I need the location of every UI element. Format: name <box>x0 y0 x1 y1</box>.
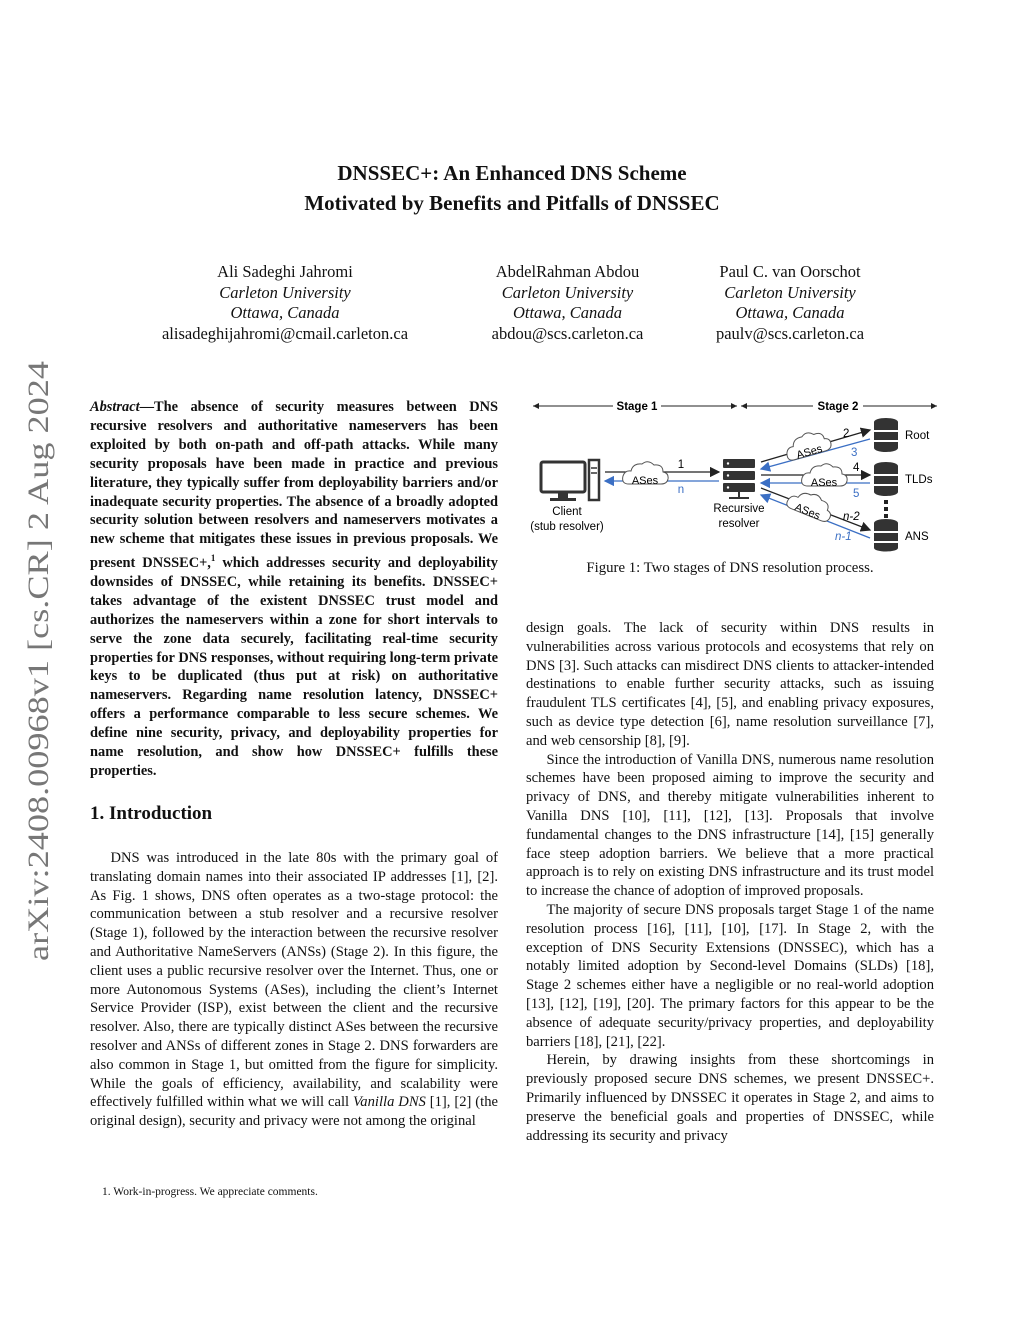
stage-1-bar <box>533 401 737 413</box>
ases-cloud-ans <box>784 486 836 526</box>
stage-2-label: Stage 2 <box>817 401 859 413</box>
recursive-label-2: resolver <box>718 518 760 530</box>
step-3-label: 3 <box>851 447 858 459</box>
root-database-icon <box>874 418 898 452</box>
title-line-1: DNSSEC+: An Enhanced DNS Scheme <box>337 161 687 185</box>
right-column-body <box>526 619 934 1145</box>
recursive-label-1: Recursive <box>713 503 765 515</box>
intro-paragraph-1 <box>90 849 498 1131</box>
abstract <box>90 398 498 781</box>
ans-label: ANS <box>905 531 929 543</box>
right-paragraph-1: design goals. The lack of security within DNS results in vulnerabilities across various protocols and ecosystems that rely on DNS [3]. Such attacks can misdirect DNS clients to attacker-intended destinations to enable further security attacks, such as issuing fraudulent TLS certificates [4], [5], and enabling privacy exposures, such as device type detection [6], name resolution surveillance [7], and web censorship [8], [9]. <box>526 620 934 749</box>
tlds-label: TLDs <box>905 474 933 486</box>
recursive-resolver-server-icon <box>723 459 755 498</box>
step-1-label: 1 <box>677 459 685 471</box>
stage-1-label: Stage 1 <box>616 401 658 413</box>
tld-database-icon <box>874 462 898 496</box>
footnote: 1. Work-in-progress. We appreciate comments. <box>102 1186 318 1198</box>
client-computer-icon <box>541 460 599 501</box>
right-paragraph-4: Herein, by drawing insights from these shortcomings in previously proposed secure DNS schemes, we present DNSSEC+. Primarily influenced by DNSSEC it operates in Stage 2, and aims to preserve the beneficial goals and properties of DNSSEC, while addressing its security and privacy <box>526 1052 934 1144</box>
stage-2-bar <box>741 401 937 413</box>
abstract-text-b: which addresses security and deployability downsides of DNSSEC, while retaining its benefits. DNSSEC+ takes advantage of the existent DNSSEC trust model and authorizes the nameservers within a zone for short intervals to serve the zone data securely, facilitating real-time security properties for DNS responses, without requiring long-term private keys to be duplicated (thus put at risk) on authoritative nameservers. Regarding name resolution latency, DNSSEC+ offers a performance comparable to less secure schemes. We define nine security, privacy, and deployability properties for name resolution, and show how DNSSEC+ fulfills these properties. <box>90 555 498 780</box>
root-label: Root <box>905 430 930 442</box>
arxiv-stamp-text: arXiv:2408.00968v1 [cs.CR] 2 Aug 2024 <box>22 464 55 961</box>
ases-cloud-root <box>783 427 834 464</box>
stub-resolver-label: (stub resolver) <box>530 521 604 533</box>
author-email[interactable]: abdou@scs.carleton.ca <box>491 323 644 343</box>
section-heading-introduction: 1. Introduction <box>90 803 213 824</box>
title-line-2: Motivated by Benefits and Pitfalls of DNSSEC <box>304 191 720 215</box>
paper-title <box>0 158 1024 218</box>
ases-label: ASes <box>810 477 838 489</box>
ases-label: ASes <box>795 442 824 462</box>
intro-body <box>90 849 498 1131</box>
right-paragraph-2: Since the introduction of Vanilla DNS, numerous name resolution schemes have been proposed aiming to improve the security and privacy of DNS, and thereby mitigate vulnerabilities inherent to Vanilla DNS [10], [11], [12], [13]. Proposals that involve fundamental changes to the DNS infrastructure [14], [15] generally face steep adoption barriers. We believe that a more practical approach is to rely on existing DNS infrastructure and its trust model to increase the chance of adoption of improved proposals. <box>526 751 934 900</box>
abstract-label: Abstract <box>90 399 140 415</box>
arxiv-side-stamp <box>10 356 60 966</box>
ases-cloud-tld <box>802 464 848 489</box>
abstract-text-a: —The absence of security measures between DNS recursive resolvers and authoritative nameservers has been exploited by both on-path and off-path attacks. While many security proposals have been made in practice and previous literature, they typically suffer from deployability barriers and/or inadequate security properties. The absence of a broadly adopted security solution between resolvers and nameservers motivates a new scheme that mitigates these issues in previous proposals. We present DNSSEC+, <box>90 399 498 572</box>
step-n-1-label: n-1 <box>835 531 852 543</box>
step-n-label: n <box>677 484 685 496</box>
author-block-3 <box>690 262 890 344</box>
author-affiliation: Carleton University <box>724 282 856 302</box>
author-block-2 <box>470 262 665 344</box>
intro-emphasis: Vanilla DNS <box>353 1094 426 1111</box>
figure-1 <box>525 392 940 552</box>
author-block-1 <box>140 262 430 344</box>
ans-database-icon <box>874 519 898 552</box>
step-n-2-label: n-2 <box>843 511 860 523</box>
client-label: Client <box>552 506 582 518</box>
intro-text-b: [1], [2] (the original design), security and privacy were not among the original <box>90 1094 498 1130</box>
author-location: Ottawa, Canada <box>230 303 340 322</box>
author-name: AbdelRahman Abdou <box>495 262 640 281</box>
author-location: Ottawa, Canada <box>735 303 845 322</box>
footnote-mark[interactable]: 1 <box>210 553 216 564</box>
author-affiliation: Carleton University <box>219 282 351 302</box>
ases-label: ASes <box>792 501 822 523</box>
author-affiliation: Carleton University <box>501 282 634 302</box>
step-5-label: 5 <box>853 488 860 500</box>
step-4-label: 4 <box>853 462 860 474</box>
right-paragraph-3: The majority of secure DNS proposals target Stage 1 of the name resolution process [16], [11], [10], [17]. In Stage 2, with the exception of DNS Security Extensions (DNSSEC), which has a notably limited adoption by Second-level Domains (SLDs) [18], Stage 2 schemes either have a negligible or no real-world adoption [13], [12], [19], [20]. The primary factors for this appear to be the absence of adequate security/privacy properties, and deployability barriers [18], [21], [22]. <box>526 901 934 1050</box>
author-email[interactable]: alisadeghijahromi@cmail.carleton.ca <box>161 323 409 343</box>
author-name: Paul C. van Oorschot <box>719 262 861 281</box>
author-email[interactable]: paulv@scs.carleton.ca <box>715 323 865 343</box>
ases-cloud-stage1 <box>623 462 669 487</box>
ases-label: ASes <box>631 475 659 487</box>
intro-text-a: DNS was introduced in the late 80s with the primary goal of translating domain names into their associated IP addresses [1], [2]. As Fig. 1 shows, DNS often operates as a two-stage protocol: the communication between a stub resolver and a recursive resolver (Stage 1), followed by the interaction between the recursive resolver and Authoritative NameServers (ANSs) (Stage 2). In this figure, the client uses a public recursive resolver over the Internet. Thus, one or more Autonomous Systems (ASes), including the client’s Internet Service Provider (ISP), exist between the client and the recursive resolver. Also, there are typically distinct ASes between the recursive resolver and ANSs of different zones in Stage 2. DNS forwarders are also common in Stage 1, but omitted from the figure for simplicity. While the goals of efficiency, availability, and scalability were effectively fulfilled within what we will call <box>90 850 498 1111</box>
figure-caption: Figure 1: Two stages of DNS resolution process. <box>586 560 874 576</box>
author-location: Ottawa, Canada <box>512 303 623 322</box>
step-2-label: 2 <box>843 428 850 440</box>
author-name: Ali Sadeghi Jahromi <box>217 262 353 281</box>
vertical-ellipsis-icon <box>884 500 888 518</box>
